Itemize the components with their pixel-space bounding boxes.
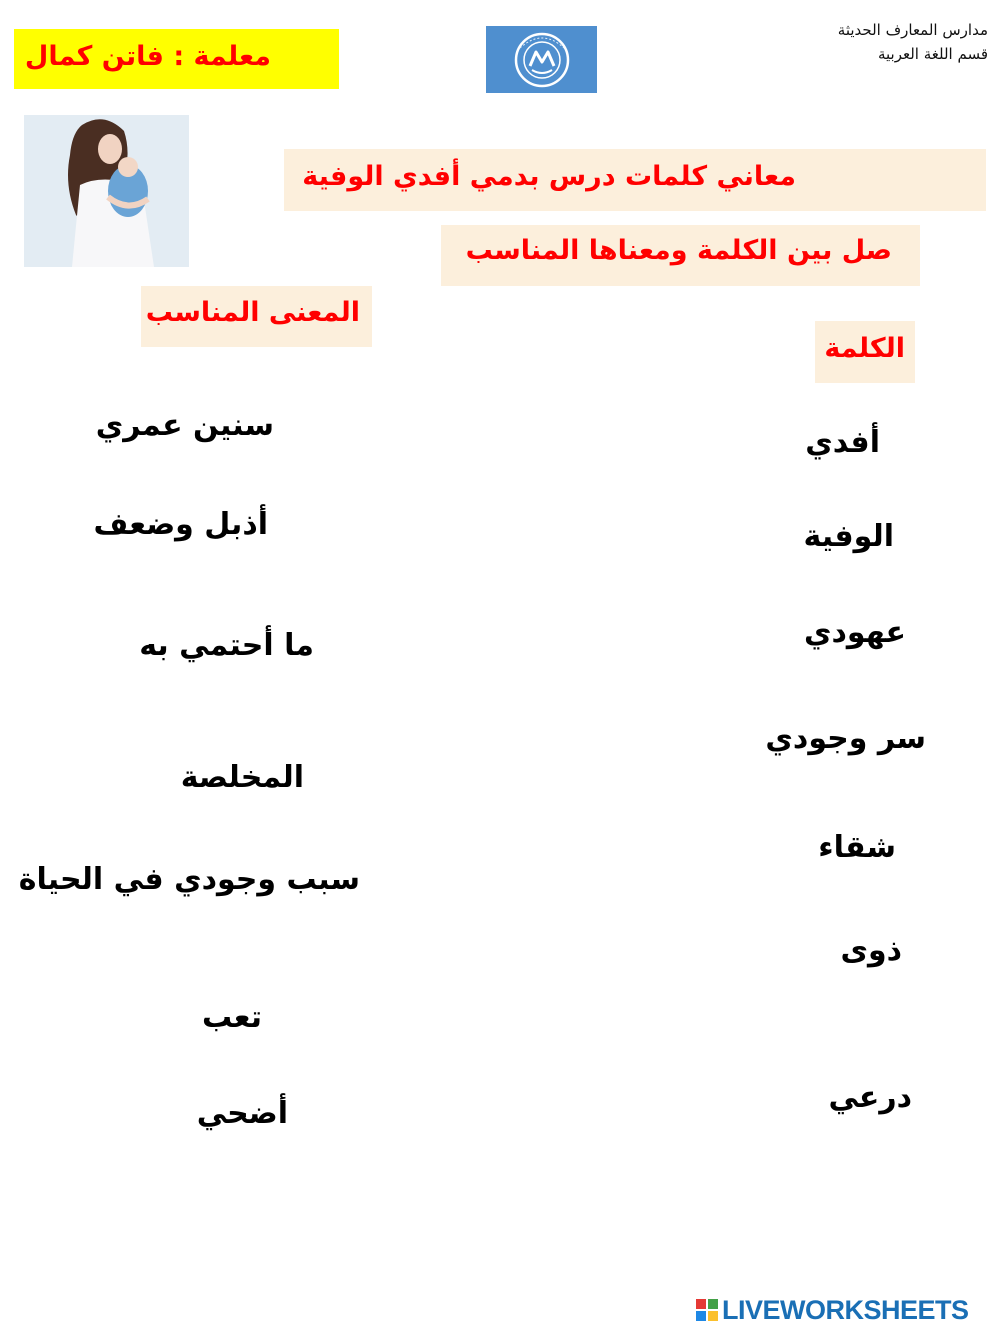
school-name: مدارس المعارف الحديثة <box>837 21 988 39</box>
meaning-item[interactable]: المخلصة <box>180 760 304 795</box>
worksheet-title-box <box>284 149 986 211</box>
word-item[interactable]: ذوى <box>840 933 902 968</box>
word-item[interactable]: سر وجودي <box>765 721 926 756</box>
meaning-header-label: المعنى المناسب <box>145 297 360 328</box>
teacher-banner <box>14 29 339 89</box>
mother-baby-icon <box>24 115 189 267</box>
word-column-header <box>815 321 915 383</box>
worksheet-title: معاني كلمات درس بدمي أفدي الوفية <box>302 161 796 192</box>
meaning-item[interactable]: سنين عمري <box>95 408 274 443</box>
meaning-column-header <box>141 286 372 347</box>
meaning-item[interactable]: سبب وجودي في الحياة <box>18 862 360 897</box>
instruction-box <box>441 225 920 286</box>
liveworksheets-logo-icon <box>696 1299 718 1321</box>
mother-baby-illustration <box>24 115 189 267</box>
meaning-item[interactable]: أذبل وضعف <box>93 507 268 542</box>
instruction-text: صل بين الكلمة ومعناها المناسب <box>465 235 892 266</box>
school-info <box>688 18 988 66</box>
word-item[interactable]: عهودي <box>804 615 906 650</box>
meaning-item[interactable]: تعب <box>202 1000 262 1035</box>
word-item[interactable]: أفدي <box>805 425 880 460</box>
meaning-item[interactable]: ما أحتمي به <box>139 628 314 663</box>
word-header-label: الكلمة <box>824 333 905 364</box>
word-item[interactable]: درعي <box>828 1080 912 1115</box>
liveworksheets-footer <box>696 1295 996 1325</box>
meaning-item[interactable]: أضحي <box>196 1096 288 1131</box>
word-item[interactable]: الوفية <box>803 519 894 554</box>
school-logo-icon <box>486 26 597 93</box>
word-item[interactable]: شقاء <box>818 830 896 865</box>
school-logo <box>486 26 597 93</box>
teacher-name: معلمة : فاتن كمال <box>24 41 271 72</box>
liveworksheets-brand: LIVEWORKSHEETS <box>722 1295 969 1325</box>
department-name: قسم اللغة العربية <box>877 45 988 63</box>
